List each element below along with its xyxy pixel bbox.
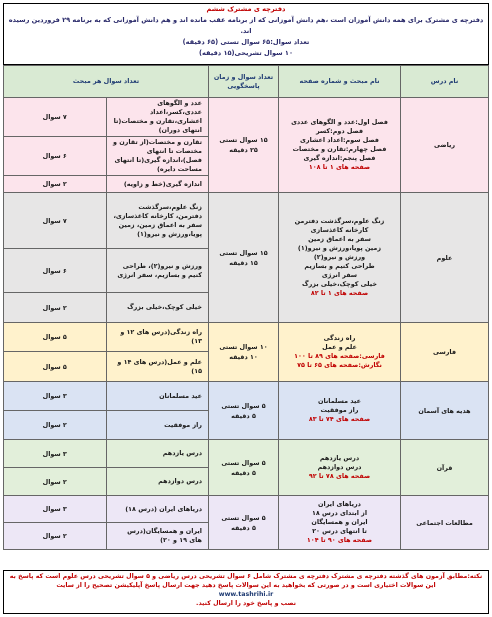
count-cell: ۳ سوال — [4, 496, 107, 523]
subject-detail-quran: درس یازدهم درس دوازدهم صفحه های ۷۸ تا ۹۲ — [279, 440, 401, 496]
topic-cell: زنگ علوم،سرگذشت دفترمن، کارخانه کاغذسازی، سفر به اعماق زمین، زمین پویا،ورزش و نیرو(۱) — [106, 193, 209, 249]
pages-science: صفحه های ۱ تا ۸۲ — [310, 289, 369, 297]
subject-detail-math: فصل اول:عدد و الگوهای عددی فصل دوم:کسر فصل سوم:اعداد اعشاری فصل چهارم:تقارن و مختصات فصل پنجم:اندازه گیری صفحه های ۱ تا ۱۰۸ — [279, 98, 401, 193]
topic-cell: اندازه گیری(خط و زاویه) — [106, 176, 209, 193]
subject-detail-persian: راه زندگی علم و عمل فارسی:صفحه های ۸۹ تا ۱۰۰ نگارش:صفحه های ۶۵ تا ۷۵ — [279, 323, 401, 382]
topic-cell: راز موفقیت — [106, 411, 209, 440]
topic-cell: تقارن و مختصات(از تقارن و مختصات تا انتهای فصل)،اندازه گیری(تا انتهای مساحت دایره) — [106, 137, 209, 176]
subject-detail-religion: عید مسلمانان راز موفقیت صفحه های ۷۴ تا ۸۳ — [279, 382, 401, 440]
subject-detail-science: زنگ علوم،سرگذشت دفترمن کارخانه کاغذسازی سفر به اعماق زمین زمین پویا،ورزش و نیرو(۱) ورزش و نیرو(۲) طراحی کنیم و بسازیم سفر انرژی خیلی کوچک،خیلی بزرگ صفحه های ۱ تا ۸۲ — [279, 193, 401, 323]
subject-name-social: مطالعات اجتماعی — [401, 496, 489, 550]
schedule-table — [3, 65, 489, 550]
count-cell: ۷ سوال — [4, 193, 107, 249]
footer-note — [3, 570, 489, 614]
subject-detail-social: دریاهای ایران از ابتدای درس ۱۸ ایران و همسایگان تا انتهای درس ۲۰ صفحه های ۹۰ تا ۱۰۴ — [279, 496, 401, 550]
header-paragraph: دفترچه ی مشترک برای همه دانش آموزان است ،هم دانش آموزانی که از برنامه عقب مانده اند و هم دانش آموزانی که به برنامه ۲۹ فروردین رسیده اند. — [8, 16, 484, 35]
count-cell: ۳ سوال — [4, 382, 107, 411]
count-cell: ۲ سوال — [4, 293, 107, 323]
time-science: ۱۵ سوال تستی ۱۵ دقیقه — [209, 193, 279, 323]
subject-name-persian: فارسی — [401, 323, 489, 382]
count-cell: ۶ سوال — [4, 137, 107, 176]
pages-religion: صفحه های ۷۴ تا ۸۳ — [308, 415, 371, 423]
column-header-name: نام درس — [401, 66, 489, 98]
table-row — [4, 323, 489, 352]
descriptive-count-line: ۱۰ سوال تشریحی(۱۵ دقیقه) — [199, 49, 293, 57]
topic-cell: علم و عمل(درس های ۱۴ و ۱۵) — [106, 352, 209, 382]
footer-url-link[interactable]: www.tashrihi.ir — [218, 591, 274, 598]
subject-name-religion: هدیه های آسمان — [401, 382, 489, 440]
count-cell: ۲ سوال — [4, 176, 107, 193]
table-header-row — [4, 66, 489, 98]
count-cell: ۵ سوال — [4, 323, 107, 352]
time-persian: ۱۰ سوال تستی ۱۰ دقیقه — [209, 323, 279, 382]
column-header-time: تعداد سوال و زمان پاسخگویی — [209, 66, 279, 98]
subject-name-science: علوم — [401, 193, 489, 323]
pages-persian: فارسی:صفحه های ۸۹ تا ۱۰۰ — [294, 352, 385, 360]
topic-cell: راه زندگی(درس های ۱۲ و ۱۳) — [106, 323, 209, 352]
count-cell: ۲ سوال — [4, 523, 107, 550]
topic-cell: درس یازدهم — [106, 440, 209, 468]
document-header — [3, 3, 489, 65]
count-cell: ۲ سوال — [4, 411, 107, 440]
pages-social: صفحه های ۹۰ تا ۱۰۴ — [306, 536, 373, 544]
count-cell: ۵ سوال — [4, 352, 107, 382]
count-cell: ۷ سوال — [4, 98, 107, 137]
document-title: دفترچه ی مشترک ششم — [206, 5, 286, 13]
topic-cell: دریاهای ایران (درس ۱۸) — [106, 496, 209, 523]
topic-cell: ورزش و نیرو(۲)، طراحی کنیم و بسازیم، سفر انرژی — [106, 249, 209, 293]
topic-cell: عدد و الگوهای عددی،کسر،اعداد اعشاری،تقارن و مختصات(تا انتهای دوران) — [106, 98, 209, 137]
question-count-line: تعداد سوال:۶۵ سوال تستی (۶۵ دقیقه) — [182, 38, 310, 46]
subject-name-math: ریاضی — [401, 98, 489, 193]
time-math: ۱۵ سوال تستی ۲۵ دقیقه — [209, 98, 279, 193]
count-cell: ۳ سوال — [4, 440, 107, 468]
table-row — [4, 193, 489, 249]
topic-cell: عید مسلمانان — [106, 382, 209, 411]
topic-cell: درس دوازدهم — [106, 468, 209, 496]
topic-cell: ایران و همسایگان(درس های ۱۹ و ۲۰) — [106, 523, 209, 550]
column-header-detail: نام مبحث و شماره صفحه — [279, 66, 401, 98]
footer-tail-text: نصب و پاسخ خود را ارسال کنید. — [196, 600, 296, 607]
column-header-topic: تعداد سوال هر مبحث — [4, 66, 209, 98]
table-row — [4, 98, 489, 137]
pages-math: صفحه های ۱ تا ۱۰۸ — [308, 163, 371, 171]
footer-note-text: نکته:مطابق آزمون های گذشته دفترچه ی مشترک دفترچه ی مشترک شامل ۶ سوال تشریحی درس ریاضی و ۵ سوال تشریحی درس علوم است که پاسخ به این سوالات اختیاری است و در صورتی که بخواهید به این سوالات پاسخ دهید جهت ارسال پاسخ آپلیکیشن تصحیح را از سایت — [9, 573, 483, 589]
count-cell: ۲ سوال — [4, 468, 107, 496]
count-cell: ۶ سوال — [4, 249, 107, 293]
time-religion: ۵ سوال تستی ۵ دقیقه — [209, 382, 279, 440]
pages-quran: صفحه های ۷۸ تا ۹۲ — [308, 472, 371, 480]
subject-name-quran: قرآن — [401, 440, 489, 496]
time-quran: ۵ سوال تستی ۵ دقیقه — [209, 440, 279, 496]
table-row — [4, 496, 489, 523]
pages-writing: نگارش:صفحه های ۶۵ تا ۷۵ — [297, 361, 382, 369]
topic-cell: خیلی کوچک،خیلی بزرگ — [106, 293, 209, 323]
table-row — [4, 382, 489, 411]
time-social: ۵ سوال تستی ۵ دقیقه — [209, 496, 279, 550]
table-row — [4, 440, 489, 468]
